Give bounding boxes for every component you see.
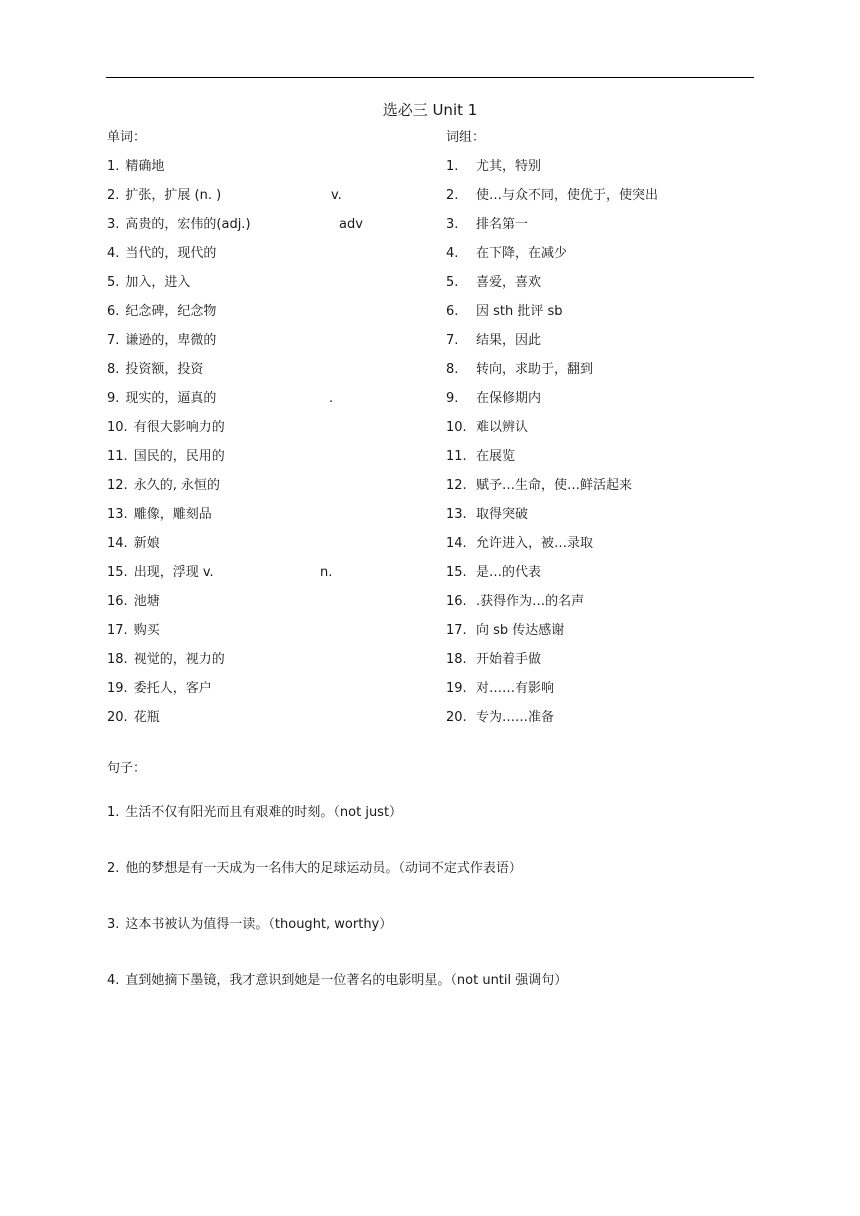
phrase-item-number: 19. xyxy=(446,681,467,696)
phrase-item-text: 因 sth 批评 sb xyxy=(476,304,563,319)
phrase-item-text: 转向，求助于，翻到 xyxy=(476,362,594,377)
phrase-item-text: 尤其，特别 xyxy=(476,159,542,174)
phrase-item xyxy=(446,562,756,591)
sentence-item-text: 他的梦想是有一天成为一名伟大的足球运动员。（动词不定式作表语） xyxy=(125,861,522,876)
phrases-list xyxy=(446,156,756,736)
word-item-number: 5. xyxy=(107,275,120,290)
word-item xyxy=(107,446,437,475)
sentence-item-number: 1. xyxy=(107,805,120,820)
phrase-item-text: 取得突破 xyxy=(476,507,529,522)
phrase-item-text: 允许进入，被…录取 xyxy=(476,536,594,551)
word-item-text: 新娘 xyxy=(133,536,160,551)
word-item-number: 18. xyxy=(107,652,128,667)
phrase-item-number: 8. xyxy=(446,362,459,377)
phrase-item-text: 使…与众不同，使优于，使突出 xyxy=(476,188,659,203)
word-item-number: 6. xyxy=(107,304,120,319)
word-item-number: 1. xyxy=(107,159,120,174)
word-item-text: 现实的，逼真的 xyxy=(125,391,217,406)
phrase-item xyxy=(446,475,756,504)
sentence-item xyxy=(107,802,757,824)
page-title: 选必三 Unit 1 xyxy=(382,101,478,119)
phrase-item-text: 赋予…生命，使…鲜活起来 xyxy=(476,478,633,493)
sentence-item xyxy=(107,914,757,936)
word-item-text: 雕像，雕刻品 xyxy=(133,507,212,522)
phrase-item xyxy=(446,359,756,388)
phrase-item-number: 14. xyxy=(446,536,467,551)
phrase-item-text: 专为……准备 xyxy=(476,710,555,725)
phrase-item xyxy=(446,272,756,301)
word-item xyxy=(107,243,437,272)
word-item xyxy=(107,417,437,446)
words-heading: 单词： xyxy=(107,130,147,145)
phrase-item xyxy=(446,330,756,359)
sentences-list xyxy=(107,802,757,992)
phrase-item-text: 在展览 xyxy=(476,449,516,464)
word-item xyxy=(107,214,437,243)
phrase-item xyxy=(446,388,756,417)
phrase-item xyxy=(446,185,756,214)
phrase-item-number: 3. xyxy=(446,217,459,232)
sentence-item-text: 生活不仅有阳光而且有艰难的时刻。（not just） xyxy=(125,805,403,820)
phrase-item-text: .获得作为…的名声 xyxy=(476,594,585,609)
sentences-heading: 句子： xyxy=(107,761,147,776)
word-item-text: 投资额，投资 xyxy=(125,362,204,377)
word-item-text: 视觉的，视力的 xyxy=(133,652,225,667)
word-item-text: 有很大影响力的 xyxy=(133,420,225,435)
word-item-number: 2. xyxy=(107,188,120,203)
sentence-item-number: 4. xyxy=(107,973,120,988)
phrase-item-text: 排名第一 xyxy=(476,217,529,232)
sentence-item xyxy=(107,858,757,880)
word-item-number: 20. xyxy=(107,710,128,725)
phrase-item xyxy=(446,649,756,678)
word-item-number: 10. xyxy=(107,420,128,435)
phrase-item xyxy=(446,243,756,272)
word-item xyxy=(107,388,437,417)
phrase-item xyxy=(446,156,756,185)
sentence-item xyxy=(107,970,757,992)
word-item xyxy=(107,330,437,359)
phrase-item-number: 10. xyxy=(446,420,467,435)
phrase-item-text: 是…的代表 xyxy=(476,565,542,580)
word-item xyxy=(107,156,437,185)
word-item-number: 14. xyxy=(107,536,128,551)
phrase-item-text: 向 sb 传达感谢 xyxy=(476,623,565,638)
phrase-item xyxy=(446,301,756,330)
word-item xyxy=(107,533,437,562)
word-item xyxy=(107,591,437,620)
word-item xyxy=(107,707,437,736)
word-item-number: 19. xyxy=(107,681,128,696)
sentence-item-text: 直到她摘下墨镜，我才意识到她是一位著名的电影明星。（not until 强调句） xyxy=(125,973,568,988)
sentence-item-number: 2. xyxy=(107,861,120,876)
word-item-text: 花瓶 xyxy=(133,710,160,725)
word-item-text: 委托人，客户 xyxy=(133,681,212,696)
phrase-item-number: 11. xyxy=(446,449,467,464)
phrase-item xyxy=(446,533,756,562)
word-item-text: 永久的, 永恒的 xyxy=(133,478,220,493)
word-item xyxy=(107,649,437,678)
phrase-item-text: 开始着手做 xyxy=(476,652,542,667)
phrases-heading: 词组： xyxy=(446,130,486,145)
phrases-section xyxy=(446,127,756,736)
phrase-item xyxy=(446,620,756,649)
word-item-text: 纪念碑，纪念物 xyxy=(125,304,217,319)
words-section xyxy=(107,127,437,736)
word-item-pos-hint: . xyxy=(329,391,334,406)
word-item-text: 出现，浮现 v. xyxy=(133,565,214,580)
word-item-text: 购买 xyxy=(133,623,160,638)
phrase-item-text: 结果，因此 xyxy=(476,333,542,348)
word-item-number: 13. xyxy=(107,507,128,522)
phrase-item-number: 9. xyxy=(446,391,459,406)
word-item-pos-hint: adv xyxy=(339,217,363,232)
phrase-item-number: 13. xyxy=(446,507,467,522)
phrase-item xyxy=(446,214,756,243)
phrase-item-text: 难以辨认 xyxy=(476,420,529,435)
words-list xyxy=(107,156,437,736)
word-item-number: 16. xyxy=(107,594,128,609)
word-item-text: 池塘 xyxy=(133,594,160,609)
phrase-item-number: 15. xyxy=(446,565,467,580)
word-item-text: 国民的，民用的 xyxy=(133,449,225,464)
word-item-number: 12. xyxy=(107,478,128,493)
word-item-pos-hint: n. xyxy=(320,565,333,580)
phrase-item-number: 20. xyxy=(446,710,467,725)
word-item xyxy=(107,678,437,707)
word-item xyxy=(107,620,437,649)
phrase-item-number: 1. xyxy=(446,159,459,174)
word-item xyxy=(107,475,437,504)
phrase-item-text: 喜爱，喜欢 xyxy=(476,275,542,290)
word-item-text: 当代的，现代的 xyxy=(125,246,217,261)
word-item-text: 谦逊的，卑微的 xyxy=(125,333,217,348)
word-item xyxy=(107,272,437,301)
phrase-item xyxy=(446,707,756,736)
word-item-pos-hint: v. xyxy=(331,188,342,203)
phrase-item-number: 4. xyxy=(446,246,459,261)
header-rule xyxy=(106,77,754,78)
phrase-item-text: 对……有影响 xyxy=(476,681,555,696)
word-item-number: 11. xyxy=(107,449,128,464)
word-item-text: 扩张，扩展 (n. ) xyxy=(125,188,222,203)
phrase-item-number: 18. xyxy=(446,652,467,667)
phrase-item-text: 在保修期内 xyxy=(476,391,542,406)
sentences-section xyxy=(107,758,757,1026)
word-item-number: 8. xyxy=(107,362,120,377)
phrase-item xyxy=(446,591,756,620)
phrase-item-number: 16. xyxy=(446,594,467,609)
phrase-item-number: 17. xyxy=(446,623,467,638)
word-item xyxy=(107,359,437,388)
word-item-number: 7. xyxy=(107,333,120,348)
phrase-item-number: 12. xyxy=(446,478,467,493)
phrase-item-number: 2. xyxy=(446,188,459,203)
word-item xyxy=(107,301,437,330)
word-item-number: 4. xyxy=(107,246,120,261)
word-item-text: 加入，进入 xyxy=(125,275,191,290)
word-item-number: 9. xyxy=(107,391,120,406)
phrase-item xyxy=(446,678,756,707)
sentence-item-number: 3. xyxy=(107,917,120,932)
word-item-text: 高贵的，宏伟的(adj.) xyxy=(125,217,251,232)
word-item-number: 3. xyxy=(107,217,120,232)
sentence-item-text: 这本书被认为值得一读。（thought, worthy） xyxy=(125,917,393,932)
word-item xyxy=(107,185,437,214)
phrase-item-text: 在下降，在减少 xyxy=(476,246,568,261)
word-item-number: 17. xyxy=(107,623,128,638)
word-item-number: 15. xyxy=(107,565,128,580)
phrase-item xyxy=(446,504,756,533)
phrase-item xyxy=(446,446,756,475)
word-item xyxy=(107,562,437,591)
phrase-item xyxy=(446,417,756,446)
phrase-item-number: 5. xyxy=(446,275,459,290)
phrase-item-number: 7. xyxy=(446,333,459,348)
word-item-text: 精确地 xyxy=(125,159,165,174)
word-item xyxy=(107,504,437,533)
phrase-item-number: 6. xyxy=(446,304,459,319)
